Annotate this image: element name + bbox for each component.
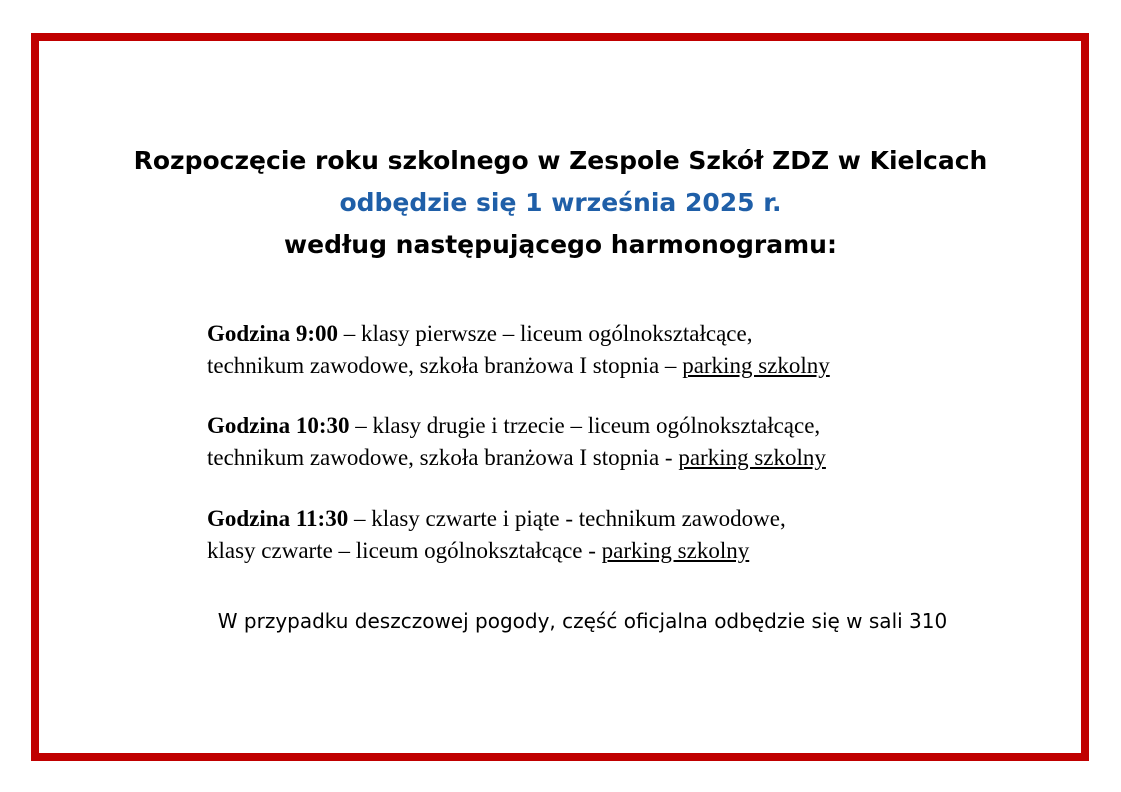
title-line-3: według następującego harmonogramu: [284,230,837,259]
schedule-place: parking szkolny [682,353,830,378]
schedule-schools: technikum zawodowe, szkoła branżowa I stopnia - [207,445,679,470]
schedule-line-2 [207,535,786,567]
schedule-line-2 [207,442,826,474]
schedule-schools: klasy czwarte – liceum ogólnokształcące - [207,538,602,563]
schedule-item [207,410,826,474]
rain-note: W przypadku deszczowej pogody, część oficjalna odbędzie się w sali 310 [217,609,948,633]
schedule-classes: – klasy pierwsze – liceum ogólnokształcące, [337,321,753,346]
title-line-1: Rozpoczęcie roku szkolnego w Zespole Szkół ZDZ w Kielcach [133,146,988,175]
schedule-time: Godzina 9:00 [207,321,338,346]
schedule-line-2 [207,350,830,382]
schedule-schools: technikum zawodowe, szkoła branżowa I stopnia – [207,353,683,378]
page-border-frame [31,33,1089,761]
schedule-item [207,318,830,382]
date-line: odbędzie się 1 września 2025 r. [339,188,782,217]
schedule-time: Godzina 11:30 [207,506,349,531]
schedule-line-1 [207,503,786,535]
schedule-classes: – klasy czwarte i piąte - technikum zawodowe, [348,506,786,531]
schedule-time: Godzina 10:30 [207,413,350,438]
schedule-place: parking szkolny [678,445,826,470]
schedule-item [207,503,786,567]
schedule-classes: – klasy drugie i trzecie – liceum ogólnokształcące, [349,413,821,438]
schedule-line-1 [207,410,826,442]
schedule-place: parking szkolny [601,538,750,563]
schedule-line-1 [207,318,830,350]
